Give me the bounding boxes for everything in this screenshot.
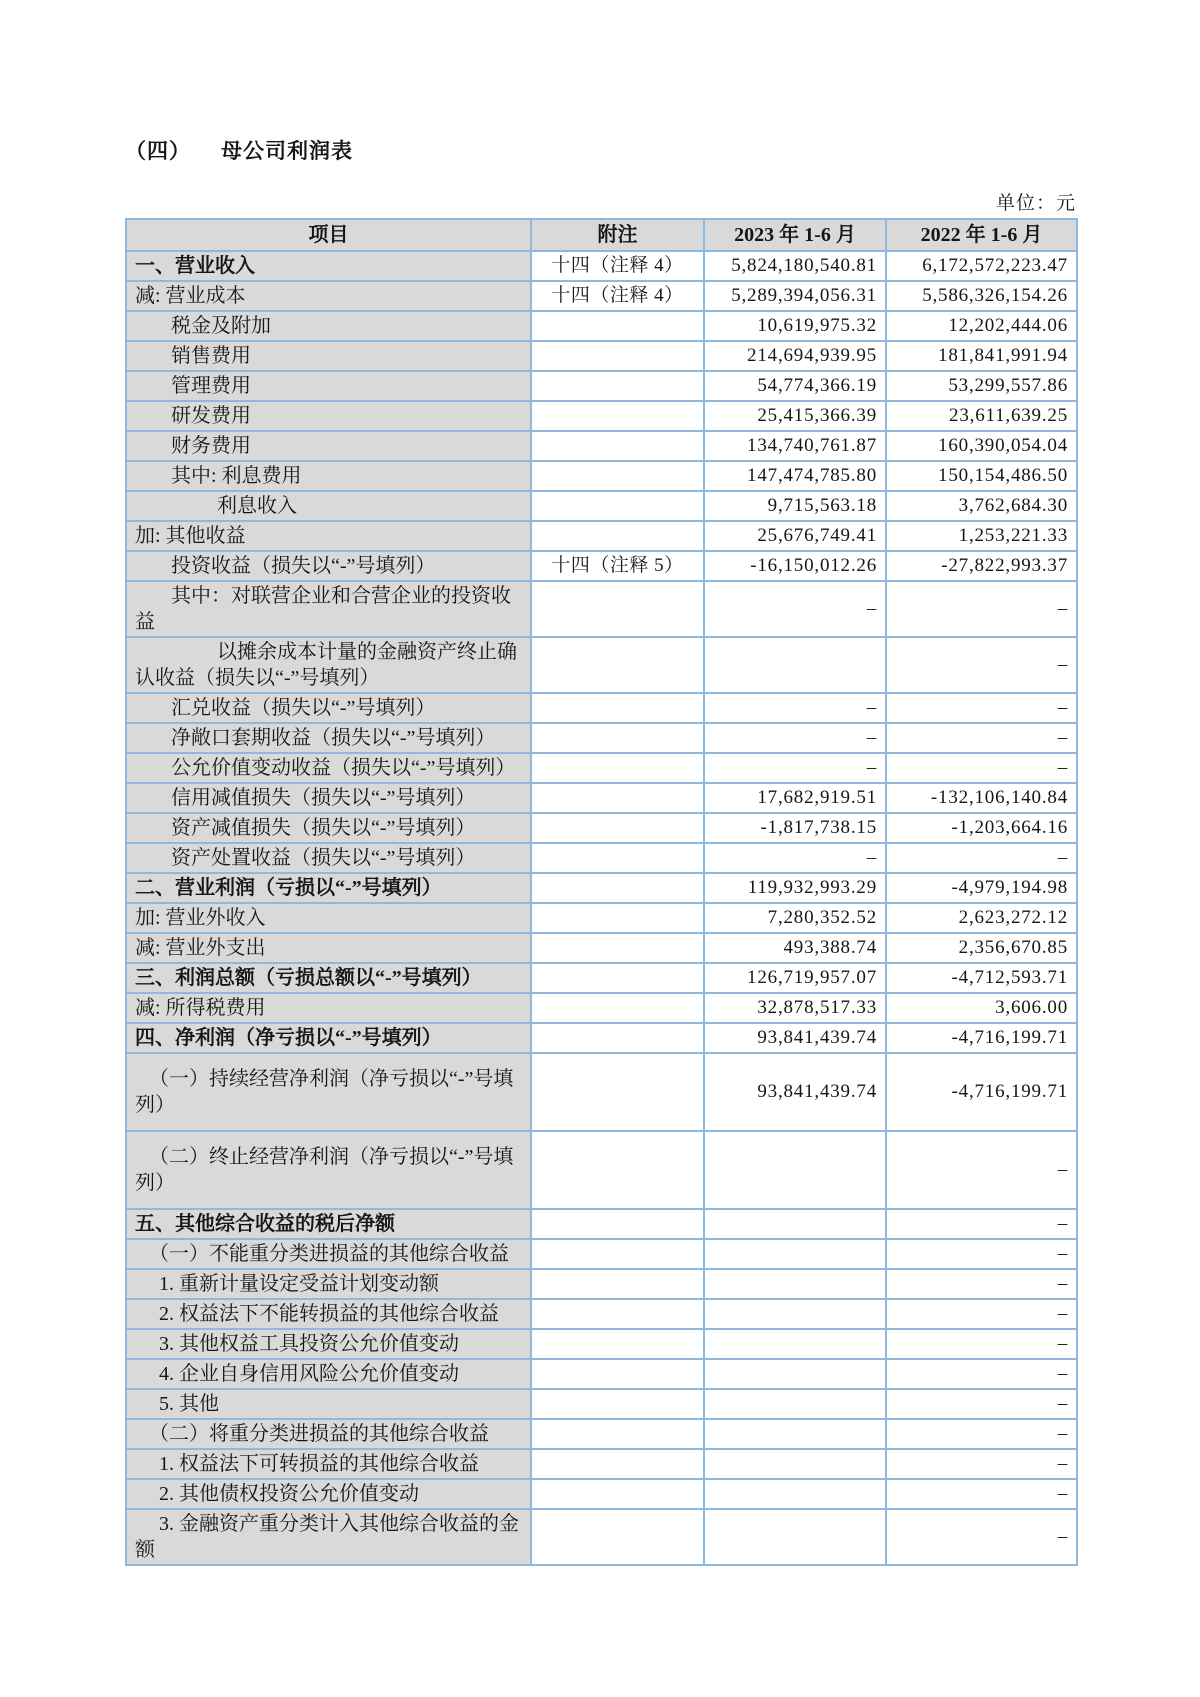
note-cell: 十四（注释 5）: [531, 551, 704, 581]
note-cell: [531, 933, 704, 963]
value-2023-cell: [704, 1509, 886, 1565]
value-2022-cell: –: [886, 1299, 1077, 1329]
note-cell: [531, 963, 704, 993]
item-cell: 公允价值变动收益（损失以“-”号填列）: [126, 753, 531, 783]
value-2023-cell: 93,841,439.74: [704, 1053, 886, 1131]
note-cell: [531, 903, 704, 933]
value-2023-cell: [704, 1131, 886, 1209]
header-row: [126, 219, 1077, 251]
table-row: [126, 963, 1077, 993]
note-cell: [531, 1509, 704, 1565]
item-cell: 资产处置收益（损失以“-”号填列）: [126, 843, 531, 873]
table-row: [126, 903, 1077, 933]
note-cell: [531, 401, 704, 431]
value-2022-cell: –: [886, 1269, 1077, 1299]
note-cell: [531, 753, 704, 783]
value-2023-cell: -1,817,738.15: [704, 813, 886, 843]
value-2023-cell: –: [704, 693, 886, 723]
table-row: [126, 1209, 1077, 1239]
item-cell: 4. 企业自身信用风险公允价值变动: [126, 1359, 531, 1389]
value-2022-cell: -4,716,199.71: [886, 1023, 1077, 1053]
item-cell: 二、营业利润（亏损以“-”号填列）: [126, 873, 531, 903]
unit-label: 单位：元: [995, 193, 1076, 214]
value-2023-cell: -16,150,012.26: [704, 551, 886, 581]
item-cell: 销售费用: [126, 341, 531, 371]
item-cell: 税金及附加: [126, 311, 531, 341]
item-cell: 一、营业收入: [126, 251, 531, 281]
note-cell: [531, 843, 704, 873]
table-row: [126, 993, 1077, 1023]
income-statement-table: [125, 218, 1078, 1566]
table-row: [126, 1389, 1077, 1419]
item-cell: 信用减值损失（损失以“-”号填列）: [126, 783, 531, 813]
table-row: [126, 371, 1077, 401]
value-2022-cell: –: [886, 581, 1077, 637]
value-2023-cell: 214,694,939.95: [704, 341, 886, 371]
value-2022-cell: 5,586,326,154.26: [886, 281, 1077, 311]
table-row: [126, 281, 1077, 311]
note-cell: [531, 693, 704, 723]
table-row: [126, 581, 1077, 637]
table-row: [126, 1479, 1077, 1509]
value-2023-cell: [704, 1269, 886, 1299]
value-2023-cell: 32,878,517.33: [704, 993, 886, 1023]
header-item: 项目: [126, 219, 531, 251]
value-2022-cell: -1,203,664.16: [886, 813, 1077, 843]
value-2023-cell: –: [704, 723, 886, 753]
value-2023-cell: [704, 1419, 886, 1449]
note-cell: [531, 1239, 704, 1269]
value-2022-cell: –: [886, 1239, 1077, 1269]
item-cell: 加: 营业外收入: [126, 903, 531, 933]
table-row: [126, 461, 1077, 491]
value-2023-cell: [704, 1449, 886, 1479]
value-2023-cell: 5,289,394,056.31: [704, 281, 886, 311]
table-row: [126, 431, 1077, 461]
table-row: [126, 723, 1077, 753]
note-cell: [531, 581, 704, 637]
item-cell: （一）不能重分类进损益的其他综合收益: [126, 1239, 531, 1269]
value-2022-cell: –: [886, 1509, 1077, 1565]
table-row: [126, 1131, 1077, 1209]
table-row: [126, 1359, 1077, 1389]
item-cell: 加: 其他收益: [126, 521, 531, 551]
value-2023-cell: 126,719,957.07: [704, 963, 886, 993]
table-row: [126, 1239, 1077, 1269]
item-cell: 1. 重新计量设定受益计划变动额: [126, 1269, 531, 1299]
item-cell: 五、其他综合收益的税后净额: [126, 1209, 531, 1239]
item-cell: 1. 权益法下可转损益的其他综合收益: [126, 1449, 531, 1479]
note-cell: [531, 1479, 704, 1509]
note-cell: [531, 1419, 704, 1449]
value-2022-cell: –: [886, 1131, 1077, 1209]
value-2022-cell: 181,841,991.94: [886, 341, 1077, 371]
note-cell: [531, 371, 704, 401]
table-row: [126, 873, 1077, 903]
table-header: [126, 219, 1077, 251]
table-row: [126, 1053, 1077, 1131]
table-row: [126, 843, 1077, 873]
item-cell: 汇兑收益（损失以“-”号填列）: [126, 693, 531, 723]
item-cell: 2. 权益法下不能转损益的其他综合收益: [126, 1299, 531, 1329]
note-cell: [531, 1389, 704, 1419]
table-row: [126, 933, 1077, 963]
value-2022-cell: –: [886, 1209, 1077, 1239]
value-2023-cell: –: [704, 753, 886, 783]
value-2023-cell: 17,682,919.51: [704, 783, 886, 813]
value-2022-cell: 3,606.00: [886, 993, 1077, 1023]
value-2023-cell: –: [704, 581, 886, 637]
value-2023-cell: 493,388.74: [704, 933, 886, 963]
value-2023-cell: 7,280,352.52: [704, 903, 886, 933]
item-cell: 以摊余成本计量的金融资产终止确认收益（损失以“-”号填列）: [126, 637, 531, 693]
note-cell: [531, 783, 704, 813]
note-cell: [531, 1329, 704, 1359]
item-cell: 其中: 利息费用: [126, 461, 531, 491]
item-cell: 三、利润总额（亏损总额以“-”号填列）: [126, 963, 531, 993]
table-row: [126, 813, 1077, 843]
item-cell: 研发费用: [126, 401, 531, 431]
value-2022-cell: -4,712,593.71: [886, 963, 1077, 993]
value-2022-cell: -27,822,993.37: [886, 551, 1077, 581]
value-2022-cell: –: [886, 637, 1077, 693]
note-cell: [531, 873, 704, 903]
note-cell: [531, 637, 704, 693]
note-cell: [531, 461, 704, 491]
value-2023-cell: –: [704, 843, 886, 873]
table-row: [126, 551, 1077, 581]
table-row: [126, 753, 1077, 783]
note-cell: [531, 311, 704, 341]
value-2022-cell: –: [886, 1449, 1077, 1479]
header-note: 附注: [531, 219, 704, 251]
table-body: [126, 251, 1077, 1565]
value-2022-cell: –: [886, 1479, 1077, 1509]
table-row: [126, 783, 1077, 813]
item-cell: 四、净利润（净亏损以“-”号填列）: [126, 1023, 531, 1053]
note-cell: [531, 723, 704, 753]
statement-section: [125, 138, 1076, 1566]
item-cell: 投资收益（损失以“-”号填列）: [126, 551, 531, 581]
section-title-text: 母公司利润表: [221, 139, 353, 163]
table-row: [126, 1269, 1077, 1299]
value-2022-cell: 160,390,054.04: [886, 431, 1077, 461]
table-row: [126, 1449, 1077, 1479]
item-cell: 净敞口套期收益（损失以“-”号填列）: [126, 723, 531, 753]
value-2023-cell: 10,619,975.32: [704, 311, 886, 341]
section-number: （四）: [125, 139, 191, 163]
item-cell: 资产减值损失（损失以“-”号填列）: [126, 813, 531, 843]
value-2022-cell: –: [886, 1329, 1077, 1359]
item-cell: 减: 营业外支出: [126, 933, 531, 963]
value-2022-cell: -4,716,199.71: [886, 1053, 1077, 1131]
item-cell: 3. 其他权益工具投资公允价值变动: [126, 1329, 531, 1359]
table-row: [126, 1299, 1077, 1329]
value-2022-cell: -132,106,140.84: [886, 783, 1077, 813]
header-2023: 2023 年 1-6 月: [704, 219, 886, 251]
table-row: [126, 637, 1077, 693]
value-2022-cell: 1,253,221.33: [886, 521, 1077, 551]
value-2023-cell: [704, 1359, 886, 1389]
value-2023-cell: 54,774,366.19: [704, 371, 886, 401]
value-2022-cell: 6,172,572,223.47: [886, 251, 1077, 281]
item-cell: 2. 其他债权投资公允价值变动: [126, 1479, 531, 1509]
header-2022: 2022 年 1-6 月: [886, 219, 1077, 251]
note-cell: [531, 341, 704, 371]
value-2023-cell: [704, 1329, 886, 1359]
item-cell: 减: 所得税费用: [126, 993, 531, 1023]
table-row: [126, 341, 1077, 371]
table-row: [126, 251, 1077, 281]
value-2023-cell: 25,415,366.39: [704, 401, 886, 431]
item-cell: 管理费用: [126, 371, 531, 401]
note-cell: [531, 1299, 704, 1329]
value-2023-cell: [704, 1479, 886, 1509]
value-2022-cell: 3,762,684.30: [886, 491, 1077, 521]
value-2022-cell: 150,154,486.50: [886, 461, 1077, 491]
table-row: [126, 1419, 1077, 1449]
table-row: [126, 521, 1077, 551]
table-row: [126, 1329, 1077, 1359]
item-cell: 利息收入: [126, 491, 531, 521]
item-cell: 3. 金融资产重分类计入其他综合收益的金额: [126, 1509, 531, 1565]
item-cell: 减: 营业成本: [126, 281, 531, 311]
table-row: [126, 693, 1077, 723]
note-cell: [531, 1359, 704, 1389]
value-2023-cell: [704, 1299, 886, 1329]
value-2023-cell: 93,841,439.74: [704, 1023, 886, 1053]
value-2022-cell: –: [886, 753, 1077, 783]
value-2022-cell: –: [886, 1419, 1077, 1449]
value-2023-cell: [704, 1239, 886, 1269]
note-cell: [531, 1053, 704, 1131]
table-row: [126, 401, 1077, 431]
item-cell: 其中：对联营企业和合营企业的投资收益: [126, 581, 531, 637]
value-2023-cell: 25,676,749.41: [704, 521, 886, 551]
item-cell: 5. 其他: [126, 1389, 531, 1419]
value-2022-cell: 53,299,557.86: [886, 371, 1077, 401]
item-cell: （二）将重分类进损益的其他综合收益: [126, 1419, 531, 1449]
value-2023-cell: [704, 637, 886, 693]
table-row: [126, 311, 1077, 341]
value-2023-cell: [704, 1389, 886, 1419]
table-row: [126, 491, 1077, 521]
note-cell: [531, 431, 704, 461]
value-2022-cell: –: [886, 723, 1077, 753]
section-title: [125, 138, 1076, 164]
note-cell: [531, 813, 704, 843]
value-2023-cell: 134,740,761.87: [704, 431, 886, 461]
note-cell: [531, 521, 704, 551]
note-cell: 十四（注释 4）: [531, 251, 704, 281]
value-2023-cell: 147,474,785.80: [704, 461, 886, 491]
value-2022-cell: –: [886, 843, 1077, 873]
note-cell: [531, 491, 704, 521]
item-cell: 财务费用: [126, 431, 531, 461]
value-2022-cell: 2,623,272.12: [886, 903, 1077, 933]
note-cell: [531, 1023, 704, 1053]
value-2022-cell: –: [886, 693, 1077, 723]
value-2022-cell: –: [886, 1359, 1077, 1389]
table-row: [126, 1023, 1077, 1053]
note-cell: 十四（注释 4）: [531, 281, 704, 311]
item-cell: （一）持续经营净利润（净亏损以“-”号填列）: [126, 1053, 531, 1131]
value-2023-cell: 9,715,563.18: [704, 491, 886, 521]
value-2022-cell: –: [886, 1389, 1077, 1419]
value-2022-cell: 23,611,639.25: [886, 401, 1077, 431]
note-cell: [531, 993, 704, 1023]
value-2023-cell: 119,932,993.29: [704, 873, 886, 903]
note-cell: [531, 1131, 704, 1209]
table-row: [126, 1509, 1077, 1565]
value-2023-cell: 5,824,180,540.81: [704, 251, 886, 281]
value-2022-cell: -4,979,194.98: [886, 873, 1077, 903]
note-cell: [531, 1449, 704, 1479]
value-2022-cell: 12,202,444.06: [886, 311, 1077, 341]
note-cell: [531, 1209, 704, 1239]
note-cell: [531, 1269, 704, 1299]
value-2023-cell: [704, 1209, 886, 1239]
value-2022-cell: 2,356,670.85: [886, 933, 1077, 963]
item-cell: （二）终止经营净利润（净亏损以“-”号填列）: [126, 1131, 531, 1209]
